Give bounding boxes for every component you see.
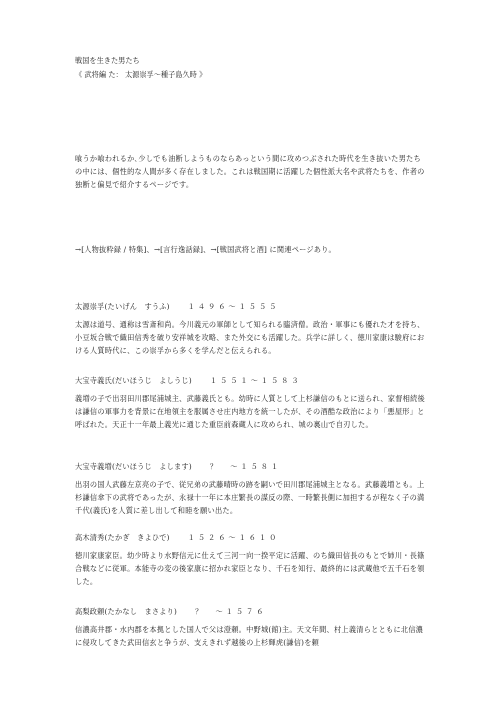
entry-body: 出羽の国人武藤左京亮の子で、従兄弟の武藤晴時の跡を嗣いで田川郡尾浦城主となる。武藤義増とも。上杉謙信傘下の武将であったが、永禄十一年に本庄繁長の謀反の際、一時繁長側に加担するが程なく子の満千代(義氏)を人質に差し出して和睦を願い出た。 [75, 480, 425, 515]
entry-heading [75, 605, 266, 618]
entry-dates: １４９６～１５５５ [187, 302, 280, 311]
entry-dates: ？ ～１５７６ [195, 607, 267, 616]
entry-body: 信濃高井郡・水内郡を本拠とした国人で父は澄頼。中野城(館)主。天文年間、村上義清らとともに北信濃に侵攻してきた武田信玄と争うが、支えきれず越後の上杉輝虎(謙信)を頼 [75, 625, 424, 647]
series-title: 戦国を生きた男たち [75, 56, 140, 65]
entry-heading [75, 531, 279, 544]
link-separator: 、 [146, 245, 154, 254]
entry-dates: １５２６～１６１０ [187, 533, 280, 542]
entry-name: 大宝寺義増(だいほうじ よします) [75, 462, 192, 471]
entry-name: 太源崇孚(たいげん すうふ) [75, 302, 170, 311]
entry-body: 太源は道号、通称は雪斎和尚。今川義元の軍師として知られる臨済僧。政治・軍事にも優れた才を持ち、小豆坂合戦で織田信秀を破り安祥城を攻略、また外交にも活躍した。兵学に詳しく、徳川家康は駿府における人質時代に、この崇孚から多くを学んだと伝えられる。 [75, 320, 425, 355]
entry-body: 義増の子で出羽田川郡尾浦城主、武藤義氏とも。幼時に人質として上杉謙信のもとに送られ、家督相続後は謙信の軍事力を背景に在地領主を服属させ庄内地方を統一したが、その酒酷な政治により「悪屋形」と呼ばれた。天正十一年最上義光に通じた重臣前森蔵人に攻められ、城の裏山で自刃した。 [75, 394, 425, 429]
link-jinbutsu-bassui[interactable]: →[人物抜粋録 / 特集] [75, 245, 147, 254]
entry-dates: １５５１～１５８３ [209, 376, 302, 385]
related-links-line [75, 243, 336, 256]
entry-name: 高木清秀(たかぎ きよひで) [75, 533, 170, 542]
link-sengoku-sake[interactable]: →[戦国武将と酒] [210, 245, 268, 254]
entry-heading [75, 460, 281, 473]
entry-body: 徳川家康家臣。幼少時より水野信元に仕えて三河一向一揆平定に活躍、のち織田信長のもとで姉川・長篠合戦などに従軍。本能寺の変の後家康に招かれ家臣となり、千石を知行、最終的には武蔵他で五千石を領した。 [75, 551, 425, 586]
entry-name: 大宝寺義氏(だいほうじ よしうじ) [75, 376, 192, 385]
related-links-suffix: に関連ページあり。 [267, 245, 336, 254]
entry-heading [75, 300, 279, 313]
entry-dates: ？ ～１５８１ [209, 462, 282, 471]
link-gengyo-itsuwa[interactable]: →[言行逸話録] [153, 245, 204, 254]
page-subtitle: 《 武将編 た： 太源崇孚～種子島久時 》 [75, 70, 207, 79]
intro-paragraph: 喰うか喰われるか､少しでも油断しようものならあっという間に攻めつぶされた時代を生き抜いた男たちの中には、個性的な人間が多く存在しました。これは戦国期に活躍した個性派大名や武将たちを、作者の独断と偏見で紹介するページです。 [75, 154, 425, 189]
entry-name: 高梨政頼(たかなし まさより) [75, 607, 178, 616]
link-separator: 、 [203, 245, 211, 254]
entry-heading [75, 374, 302, 387]
